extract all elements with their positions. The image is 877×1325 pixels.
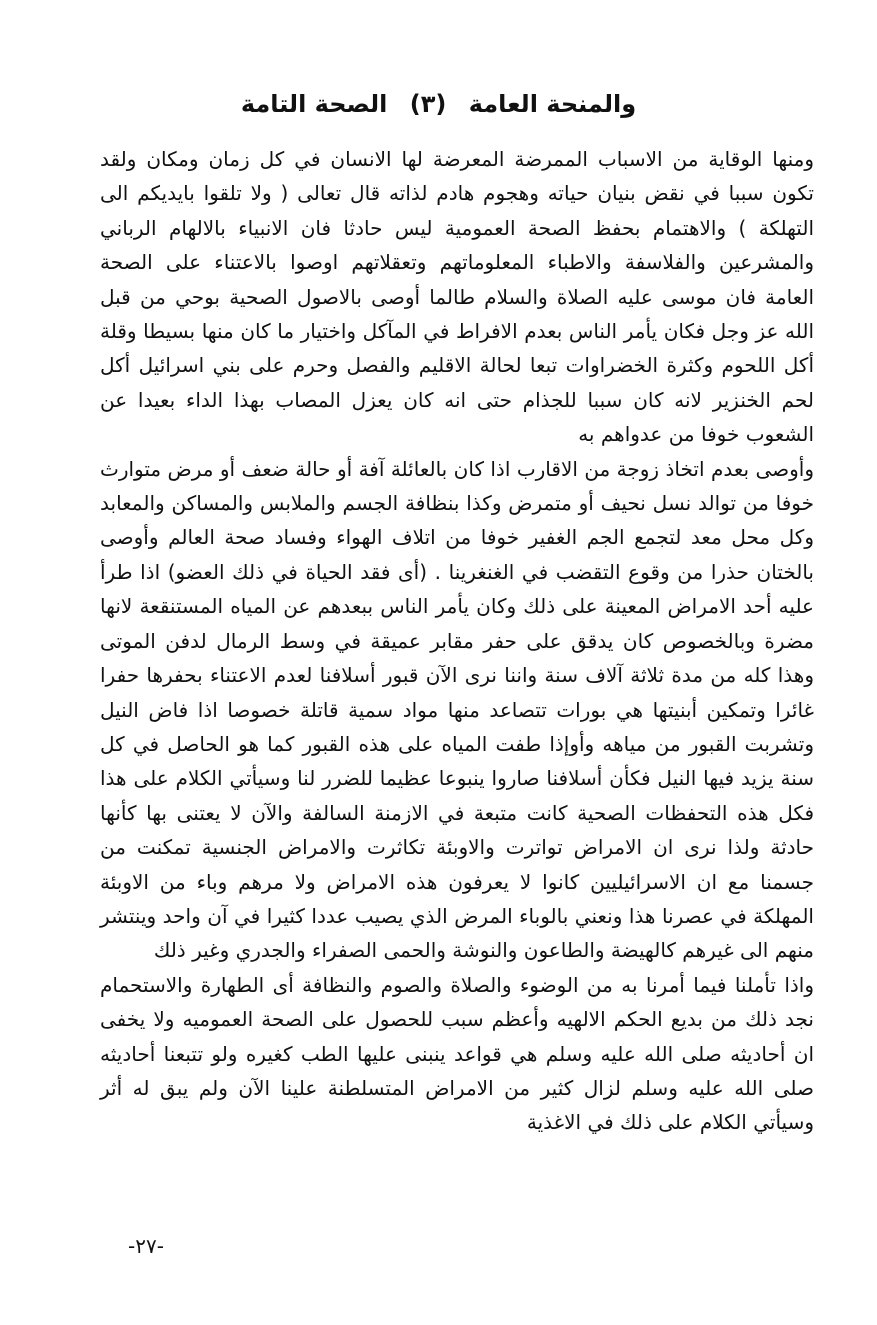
paragraph: واذا تأملنا فيما أمرنا به من الوضوء والصلاة والصوم والنظافة أى الطهارة والاستحمام نجد ذلك من بديع الحكم الالهيه وأعظم سبب للحصول على الصحة العموميه ولا يخفى ان أحاديثه صلى الله عليه وسلم هي قواعد ينبنى عليها الطب كغيره ولو تتبعنا أحاديثه صلى الله عليه وسلم لزال كثير من الامراض المتسلطنة علينا الآن ولم يبق له أثر وسيأتي الكلام على ذلك في الاغذية [100,972,814,1135]
header-title-right: والمنحة العامة [468,90,637,118]
body-text [100,142,814,1140]
paragraph: ومنها الوقاية من الاسباب الممرضة المعرضة لها الانسان في كل زمان ومكان ولقد تكون سببا في نقض بنيان حياته وهجوم هادم لذاته قال تعالى ( ولا تلقوا بايديكم الى التهلكة ) والاهتمام بحفظ الصحة العمومية ليس حادثا فان الانبياء بالالهام الرباني والمشرعين والفلاسفة والاطباء المعلوماتهم وتعقلاتهم اوصوا بالاعتناء على الصحة العامة فان موسى عليه الصلاة والسلام طالما أوصى بالاصول الصحية بوحي من قبل الله عز وجل فكان يأمر الناس بعدم الافراط في المآكل واختيار ما كان منها بسيطا وقلة أكل اللحوم وكثرة الخضراوات تبعا لحالة الاقليم والفصل وحرم على بني اسرائيل أكل لحم الخنزير لانه كان سببا للجذام حتى انه كان يعزل المصاب بهذا الداء بعيدا عن الشعوب خوفا من عدواهم به [100,147,814,447]
header-title-left: الصحة التامة [240,90,388,118]
running-header [0,86,877,122]
page-number: -٢٧- [128,1234,164,1258]
paragraph: وأوصى بعدم اتخاذ زوجة من الاقارب اذا كان بالعائلة آفة أو حالة ضعف أو مرض متوارث خوفا من توالد نسل نحيف أو متمرض وكذا بنظافة الجسم والملابس والمساكن والمعابد وكل محل معد لتجمع الجم الغفير خوفا من اتلاف الهواء وفساد صحة العالم وأوصى بالختان حذرا من وقوع التقضب في الغنغرينا . (أى فقد الحياة في ذلك العضو) اذا طرأ عليه أحد الامراض المعينة على ذلك وكان يأمر الناس ببعدهم عن المياه المستنقعة لانها مضرة وبالخصوص كان يدقق على حفر مقابر عميقة في وسط الرمال لدفن الموتى وهذا كله من مدة ثلاثة آلاف سنة واننا نرى الآن قبور أسلافنا لعدم الاعتناء بحفرها حفرا غائرا وتمكين أبنيتها هي بورات تتصاعد منها مواد سمية قاتلة خصوصا اذا فاض النيل وتشربت القبور من مياهه وأوإذا طفت المياه على هذه القبور كما هو الحاصل في كل سنة يزيد فيها النيل فكأن أسلافنا صاروا ينبوعا عظيما للضرر لنا وسيأتي الكلام على هذا فكل هذه التحفظات الصحية كانت متبعة في الازمنة السالفة والآن لا يعتنى بها كأنها حادثة ولذا نرى ان الامراض تواترت والاوبئة تكاثرت والامراض الجنسية تمكنت من جسمنا مع ان الاسرائيليين كانوا لا يعرفون هذه الامراض ولا مرهم وباء من الاوبئة المهلكة في عصرنا هذا ونعني بالوباء المرض الذي يصيب عددا كثيرا في آن واحد وينتشر منهم الى غيرهم كالهيضة والطاعون والنوشة والحمى الصفراء والجدري وغير ذلك [100,456,814,963]
header-chapter-number: (٣) [409,90,447,118]
